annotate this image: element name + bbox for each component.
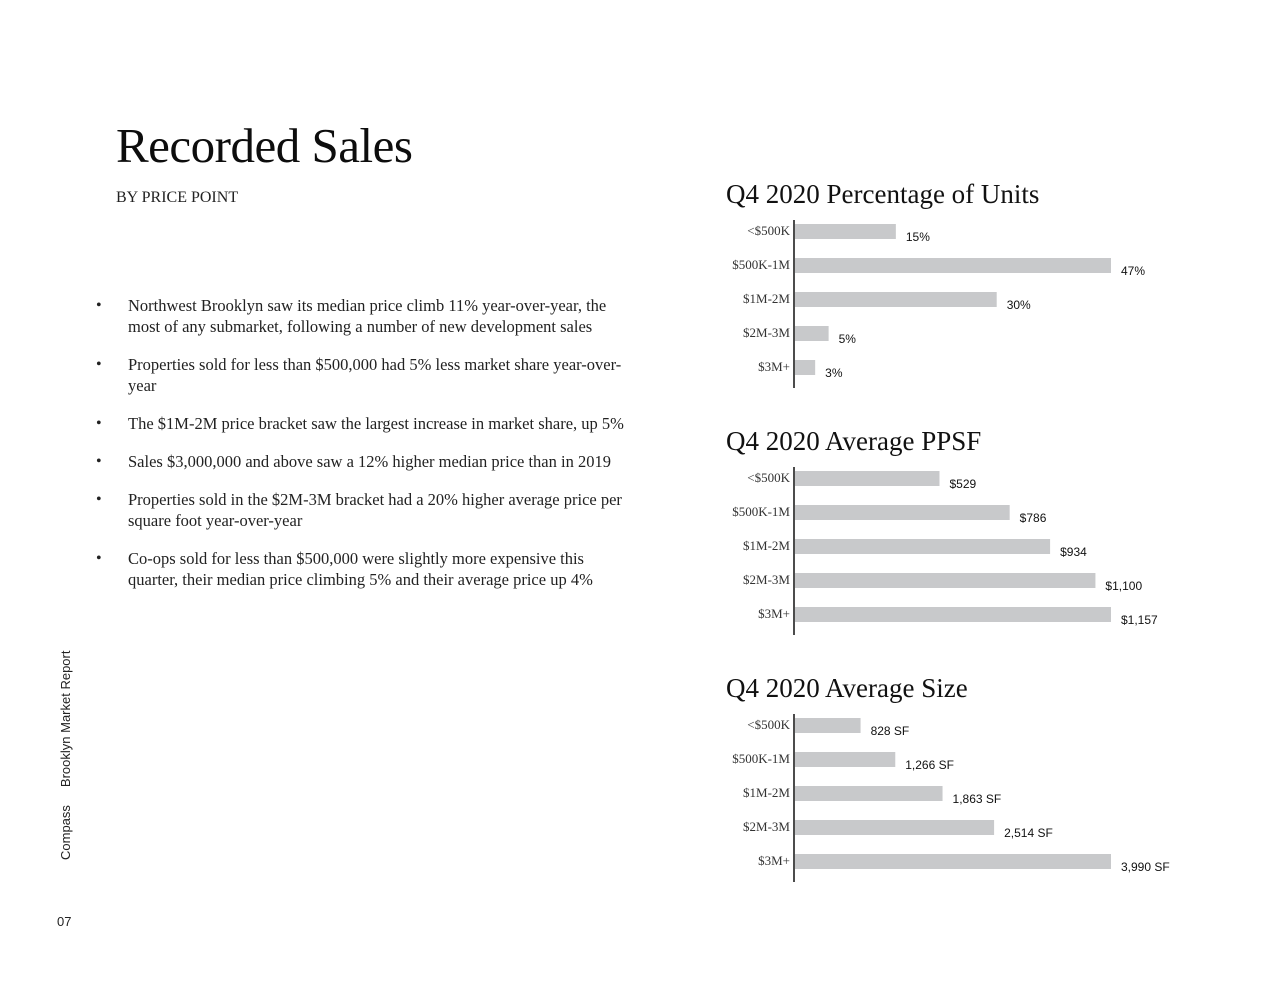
chart-svg xyxy=(726,714,1186,894)
chart-value-label: 5% xyxy=(838,332,856,346)
chart-category-label: $500K-1M xyxy=(732,257,790,272)
chart-category-label: <$500K xyxy=(747,223,790,238)
chart-bar xyxy=(795,326,829,341)
chart-value-label: $529 xyxy=(949,477,977,491)
bullet-text: Properties sold for less than $500,000 had 5% less market share year-over-year xyxy=(128,355,622,395)
page-subtitle: BY PRICE POINT xyxy=(116,189,239,206)
chart-title: Q4 2020 Percentage of Units xyxy=(726,179,1040,209)
chart-category-label: $500K-1M xyxy=(732,504,790,519)
bullet-dot-icon: • xyxy=(96,550,102,567)
page-number: 07 xyxy=(57,914,72,929)
chart-value-label: $934 xyxy=(1060,545,1087,559)
chart-category-label: $3M+ xyxy=(758,359,790,374)
bullet-item xyxy=(92,295,632,337)
bullet-dot-icon: • xyxy=(96,491,102,508)
chart-category-label: $2M-3M xyxy=(743,819,790,834)
chart-bar xyxy=(795,820,994,835)
bullet-item xyxy=(92,451,632,472)
chart-category-label: $3M+ xyxy=(758,606,790,621)
bullet-dot-icon: • xyxy=(96,415,102,432)
chart-category-label: $1M-2M xyxy=(743,785,790,800)
chart-title: Q4 2020 Average PPSF xyxy=(726,426,982,456)
bullet-text: Northwest Brooklyn saw its median price climb 11% year-over-year, the most of any submarket, following a number of new development sales xyxy=(128,296,607,336)
chart-value-label: 3% xyxy=(825,366,843,380)
chart-value-label: 47% xyxy=(1121,264,1146,278)
bullet-text: The $1M-2M price bracket saw the largest increase in market share, up 5% xyxy=(128,414,624,433)
chart-percentage-of-units xyxy=(726,178,1186,400)
chart-category-label: $1M-2M xyxy=(743,538,790,553)
side-footer xyxy=(58,651,73,860)
side-brand: Compass xyxy=(58,805,73,860)
chart-category-label: $2M-3M xyxy=(743,325,790,340)
bullet-item xyxy=(92,489,632,531)
chart-value-label: $1,157 xyxy=(1121,613,1158,627)
chart-value-label: 30% xyxy=(1006,298,1031,312)
bullet-dot-icon: • xyxy=(96,356,102,373)
chart-category-label: <$500K xyxy=(747,470,790,485)
chart-bar xyxy=(795,786,943,801)
chart-bar xyxy=(795,752,895,767)
bullet-list xyxy=(92,295,632,607)
chart-bar xyxy=(795,573,1095,588)
chart-average-size xyxy=(726,672,1186,894)
chart-bar xyxy=(795,539,1050,554)
chart-bar xyxy=(795,471,939,486)
chart-bar xyxy=(795,505,1010,520)
chart-value-label: $786 xyxy=(1019,511,1047,525)
page-title: Recorded Sales xyxy=(116,118,413,173)
chart-bar xyxy=(795,224,896,239)
bullet-text: Properties sold in the $2M-3M bracket had a 20% higher average price per square foot year-over-year xyxy=(128,490,622,530)
bullet-text: Co-ops sold for less than $500,000 were slightly more expensive this quarter, their median price climbing 5% and their average price up 4% xyxy=(128,549,593,589)
bullet-item xyxy=(92,548,632,590)
chart-bar xyxy=(795,258,1111,273)
chart-value-label: 1,863 SF xyxy=(952,792,1002,806)
chart-category-label: $3M+ xyxy=(758,853,790,868)
side-report-title: Brooklyn Market Report xyxy=(58,650,73,788)
chart-value-label: $1,100 xyxy=(1105,579,1143,593)
chart-value-label: 15% xyxy=(905,230,930,244)
chart-value-label: 2,514 SF xyxy=(1004,826,1053,840)
chart-bar xyxy=(795,854,1111,869)
chart-value-label: 828 SF xyxy=(870,724,910,738)
chart-category-label: $2M-3M xyxy=(743,572,790,587)
chart-title: Q4 2020 Average Size xyxy=(726,673,968,703)
bullet-text: Sales $3,000,000 and above saw a 12% higher median price than in 2019 xyxy=(128,452,611,471)
chart-bar xyxy=(795,718,861,733)
chart-svg xyxy=(726,220,1186,400)
chart-bar xyxy=(795,607,1111,622)
chart-value-label: 3,990 SF xyxy=(1121,860,1170,874)
chart-category-label: $1M-2M xyxy=(743,291,790,306)
chart-bar xyxy=(795,360,815,375)
chart-average-ppsf xyxy=(726,425,1186,647)
bullet-item xyxy=(92,413,632,434)
chart-value-label: 1,266 SF xyxy=(905,758,954,772)
chart-bar xyxy=(795,292,997,307)
chart-category-label: $500K-1M xyxy=(732,751,790,766)
bullet-dot-icon: • xyxy=(96,297,102,314)
bullet-item xyxy=(92,354,632,396)
chart-svg xyxy=(726,467,1186,647)
bullet-dot-icon: • xyxy=(96,453,102,470)
chart-category-label: <$500K xyxy=(747,717,790,732)
